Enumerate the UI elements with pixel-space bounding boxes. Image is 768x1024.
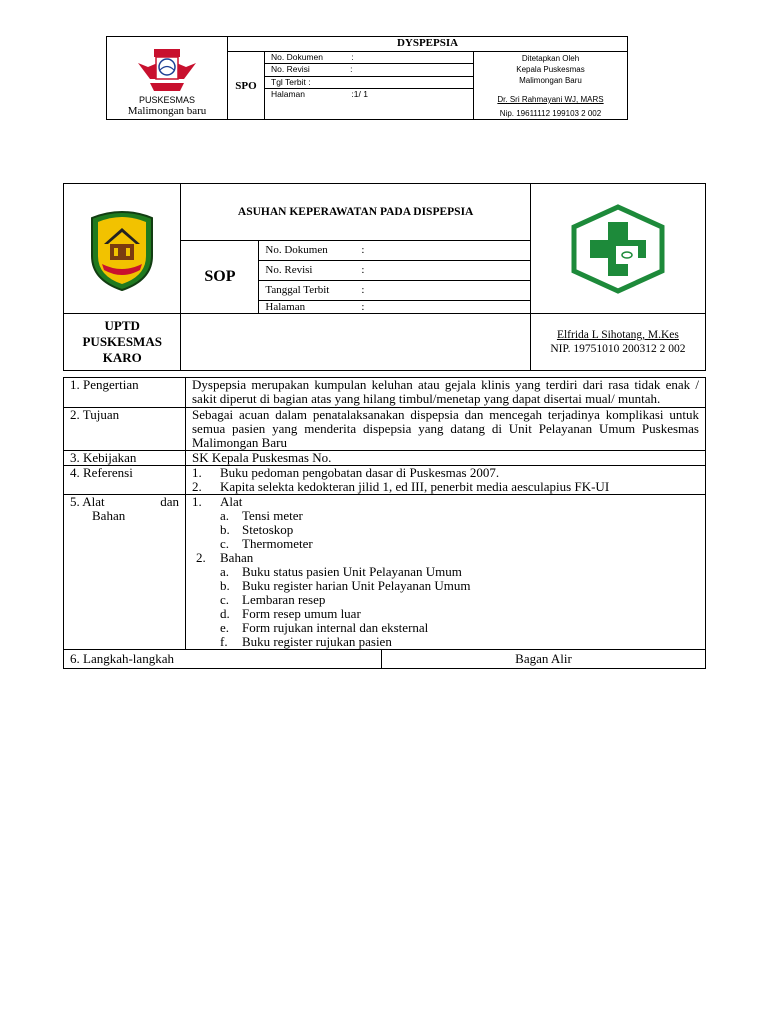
list-item [192, 565, 699, 579]
list-item [192, 523, 699, 537]
field-tgl-terbit [265, 76, 474, 88]
field-sep: : [361, 264, 365, 276]
list-item [192, 537, 699, 551]
field-no-revisi [265, 64, 474, 76]
row-pengertian [64, 378, 706, 408]
item-num: 2. [196, 550, 206, 565]
item-text: Kapita selekta kedokteran jilid 1, ed III, penerbit media aesculapius FK-UI [220, 479, 610, 494]
unit-cell [64, 314, 181, 371]
sop-field-halaman [259, 301, 530, 314]
signer-nip: NIP. 19751010 200312 2 002 [550, 343, 686, 355]
sop-field-no-revisi [259, 261, 530, 281]
list-item [192, 509, 699, 523]
list-referensi [186, 466, 706, 495]
list-item [192, 621, 699, 635]
field-label: No. Dokumen [265, 244, 328, 256]
item-text: Alat [220, 494, 243, 509]
item-text: Buku pedoman pengobatan dasar di Puskesmas 2007. [220, 465, 500, 480]
sop-field-no-dokumen [259, 241, 530, 261]
field-sep: : [361, 301, 365, 313]
approval-cell [474, 52, 628, 120]
puskesmas-cross-logo-icon [568, 204, 668, 294]
text-kebijakan: SK Kepala Puskesmas No. [186, 451, 706, 466]
text-pengertian: Dyspepsia merupakan kumpulan keluhan atau gejala klinis yang terdiri dari rasa tidak enak / sakit diperut di bagian atas yang hilang timbul/menetap yang dapat disertai mual/ muntah. [186, 378, 706, 408]
approval-name: Dr. Sri Rahmayani WJ, MARS [497, 95, 604, 104]
sop-label: SOP [181, 241, 259, 314]
bahan-heading [192, 551, 699, 565]
field-label: Tanggal Terbit [265, 284, 330, 296]
label-langkah: 6. Langkah-langkah [64, 650, 382, 669]
text-tujuan: Sebagai acuan dalam penatalaksanakan dispepsia dan mencegah terjadinya komplikasi untuk semua pasien yang menderita dispepsia yang datang di Unit Pelayanan Umum Puskesmas Malimongan Baru [186, 408, 706, 451]
field-sep: : [361, 284, 365, 296]
item-num: b. [220, 522, 230, 537]
item-text: Buku register harian Unit Pelayanan Umum [242, 578, 471, 593]
field-label: No. Dokumen [271, 52, 323, 62]
org-place: Malimongan baru [127, 105, 207, 117]
field-label: No. Revisi [271, 64, 310, 75]
approval-nip: Nip. 19611112 199103 2 002 [499, 109, 602, 118]
doc-title: DYSPEPSIA [228, 37, 628, 52]
field-sep: : [351, 52, 354, 62]
item-text: Tensi meter [242, 508, 303, 523]
item-num: d. [220, 606, 230, 621]
item-num: c. [220, 536, 230, 551]
org-cell [107, 37, 228, 120]
item-num: e. [220, 620, 230, 635]
item-text: Form resep umum luar [242, 606, 361, 621]
field-halaman [265, 89, 474, 120]
field-sep: : [361, 244, 365, 256]
label-pengertian: 1. Pengertian [64, 378, 186, 408]
list-item [192, 480, 699, 494]
signer-name: Elfrida L Sihotang, M.Kes [556, 329, 679, 341]
sop-content-table [63, 377, 706, 669]
sop-header-table [63, 183, 706, 371]
item-num: f. [220, 634, 228, 649]
header-small-table [106, 36, 628, 120]
item-text: Bahan [220, 550, 254, 565]
item-num: 2. [192, 479, 202, 494]
item-num: a. [220, 508, 230, 523]
row-referensi [64, 466, 706, 495]
field-sep: : [351, 89, 354, 100]
item-text: Thermometer [242, 536, 313, 551]
unit-line3: KARO [102, 350, 142, 365]
list-alat-bahan [186, 495, 706, 650]
puskesmas-logo-cell [530, 184, 705, 314]
field-label: Tgl Terbit [271, 76, 306, 87]
item-text: Buku register rujukan pasien [242, 634, 392, 649]
row-kebijakan [64, 451, 706, 466]
label-tujuan: 2. Tujuan [64, 408, 186, 451]
item-text: Lembaran resep [242, 592, 326, 607]
approval-line2: Kepala Puskesmas [516, 65, 585, 74]
row-tujuan [64, 408, 706, 451]
item-num: b. [220, 578, 230, 593]
signer-cell [530, 314, 705, 371]
list-item [192, 466, 699, 480]
karo-emblem-icon [82, 204, 162, 294]
list-item [192, 635, 699, 649]
item-num: 1. [192, 494, 202, 509]
field-no-dokumen [265, 52, 474, 64]
item-num: 1. [192, 465, 202, 480]
spo-label: SPO [228, 52, 265, 120]
field-sep: : [350, 64, 353, 75]
row-alat-bahan [64, 495, 706, 650]
label-alat: 5. Alat [70, 494, 105, 509]
approval-line1: Ditetapkan Oleh [521, 54, 580, 63]
puskesmas-logo-icon [132, 45, 202, 95]
row-langkah [64, 650, 706, 669]
label-kebijakan: 3. Kebijakan [64, 451, 186, 466]
label-referensi: 4. Referensi [64, 466, 186, 495]
karo-logo-cell [64, 184, 181, 314]
org-name: PUSKESMAS [138, 95, 196, 105]
alat-heading [192, 495, 699, 509]
field-sep: : [308, 76, 311, 87]
list-item [192, 607, 699, 621]
item-text: Buku status pasien Unit Pelayanan Umum [242, 564, 462, 579]
sop-field-tanggal-terbit [259, 281, 530, 301]
field-value: 1/ 1 [353, 89, 368, 100]
label-alat-bahan [64, 495, 186, 650]
field-label: Halaman [265, 301, 306, 313]
unit-line2: PUSKESMAS [82, 334, 162, 349]
item-num: a. [220, 564, 230, 579]
empty-cell [181, 314, 530, 371]
label-bahan: Bahan [92, 508, 126, 523]
item-text: Form rujukan internal dan eksternal [242, 620, 429, 635]
label-dan: dan [160, 494, 179, 509]
field-label: Halaman [271, 89, 306, 100]
list-item [192, 579, 699, 593]
item-text: Stetoskop [242, 522, 294, 537]
item-num: c. [220, 592, 230, 607]
unit-line1: UPTD [104, 318, 140, 333]
approval-line3: Malimongan Baru [519, 76, 582, 85]
field-label: No. Revisi [265, 264, 313, 276]
sop-title: ASUHAN KEPERAWATAN PADA DISPEPSIA [181, 184, 530, 241]
list-item [192, 593, 699, 607]
label-bagan-alir: Bagan Alir [382, 650, 706, 669]
